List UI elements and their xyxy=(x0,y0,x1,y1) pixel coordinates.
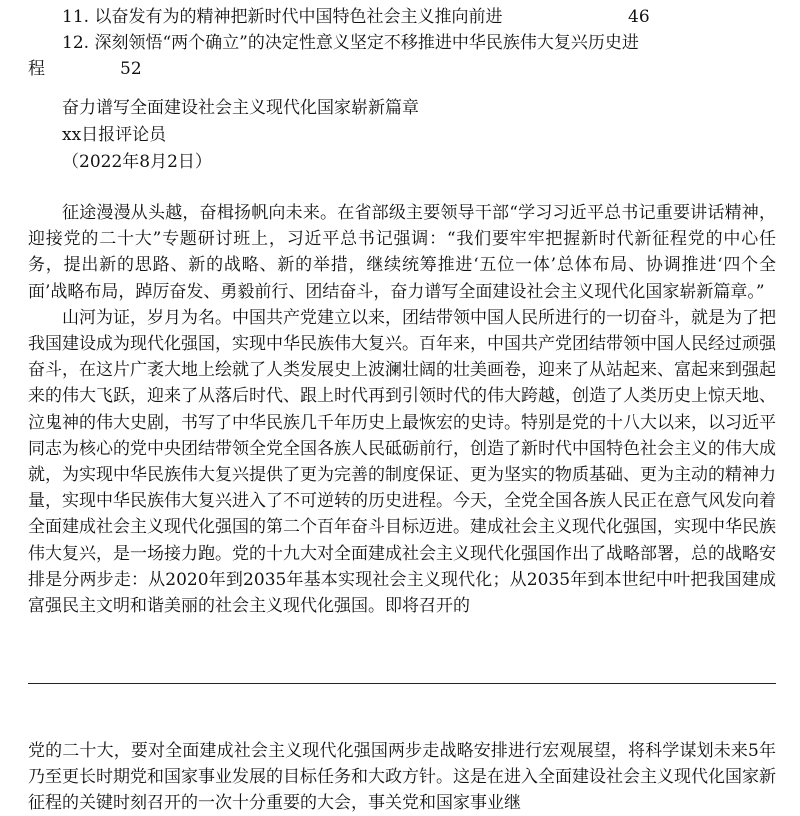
article-body xyxy=(28,200,776,619)
paragraph: 山河为证，岁月为名。中国共产党建立以来，团结带领中国人民所进行的一切奋斗，就是为了把我国建设成为现代化强国，实现中华民族伟大复兴。百年来，中国共产党团结带领中国人民经过顽强奋斗，在这片广袤大地上绘就了人类发展史上波澜壮阔的壮美画卷，迎来了从站起来、富起来到强起来的伟大飞跃，迎来了从落后时代、跟上时代再到引领时代的伟大跨越，创造了人类历史上惊天地、泣鬼神的伟大史剧，书写了中华民族几千年历史上最恢宏的史诗。特别是党的十八大以来，以习近平同志为核心的党中央团结带领全党全国各族人民砥砺前行，创造了新时代中国特色社会主义的伟大成就，为实现中华民族伟大复兴提供了更为完善的制度保证、更为坚实的物质基础、更为主动的精神力量，实现中华民族伟大复兴进入了不可逆转的历史进程。今天，全党全国各族人民正在意气风发向着全面建成社会主义现代化强国的第二个百年奋斗目标迈进。建成社会主义现代化强国，实现中华民族伟大复兴，是一场接力跑。党的十九大对全面建成社会主义现代化强国作出了战略部署，总的战略安排是分两步走：从2020年到2035年基本实现社会主义现代化；从2035年到本世纪中叶把我国建成富强民主文明和谐美丽的社会主义现代化强国。即将召开的 xyxy=(28,307,776,617)
toc-item[interactable] xyxy=(28,30,778,56)
toc-page-number: 52 xyxy=(120,59,142,79)
article-author: xx日报评论员 xyxy=(62,125,167,145)
toc-item-wrap[interactable] xyxy=(28,56,778,82)
toc-page-number: 46 xyxy=(628,7,650,27)
article-header xyxy=(62,95,419,176)
toc-item[interactable] xyxy=(28,4,778,30)
page-divider xyxy=(28,683,776,684)
article-date: （2022年8月2日） xyxy=(62,152,212,172)
article-title: 奋力谱写全面建设社会主义现代化国家崭新篇章 xyxy=(62,98,419,118)
table-of-contents xyxy=(28,4,778,82)
paragraph: 党的二十大，要对全面建成社会主义现代化强国两步走战略安排进行宏观展望，将科学谋划未来5年乃至更长时期党和国家事业发展的目标任务和大政方针。这是在进入全面建设社会主义现代化国家新征程的关键时刻召开的一次十分重要的大会，事关党和国家事业继 xyxy=(28,741,776,813)
toc-item-text-wrap: 程 xyxy=(28,59,45,79)
toc-item-text: 11. 以奋发有为的精神把新时代中国特色社会主义推向前进 xyxy=(62,7,503,27)
next-page-content xyxy=(28,738,776,816)
toc-item-text: 12. 深刻领悟“两个确立”的决定性意义坚定不移推进中华民族伟大复兴历史进 xyxy=(62,33,639,53)
paragraph: 征途漫漫从头越，奋楫扬帆向未来。在省部级主要领导干部“学习习近平总书记重要讲话精神，迎接党的二十大”专题研讨班上，习近平总书记强调：“我们要牢牢把握新时代新征程党的中心任务，提出新的思路、新的战略、新的举措，继续统筹推进‘五位一体’总体布局、协调推进‘四个全面’战略布局，踔厉奋发、勇毅前行、团结奋斗，奋力谱写全面建设社会主义现代化国家崭新篇章。” xyxy=(28,203,776,302)
